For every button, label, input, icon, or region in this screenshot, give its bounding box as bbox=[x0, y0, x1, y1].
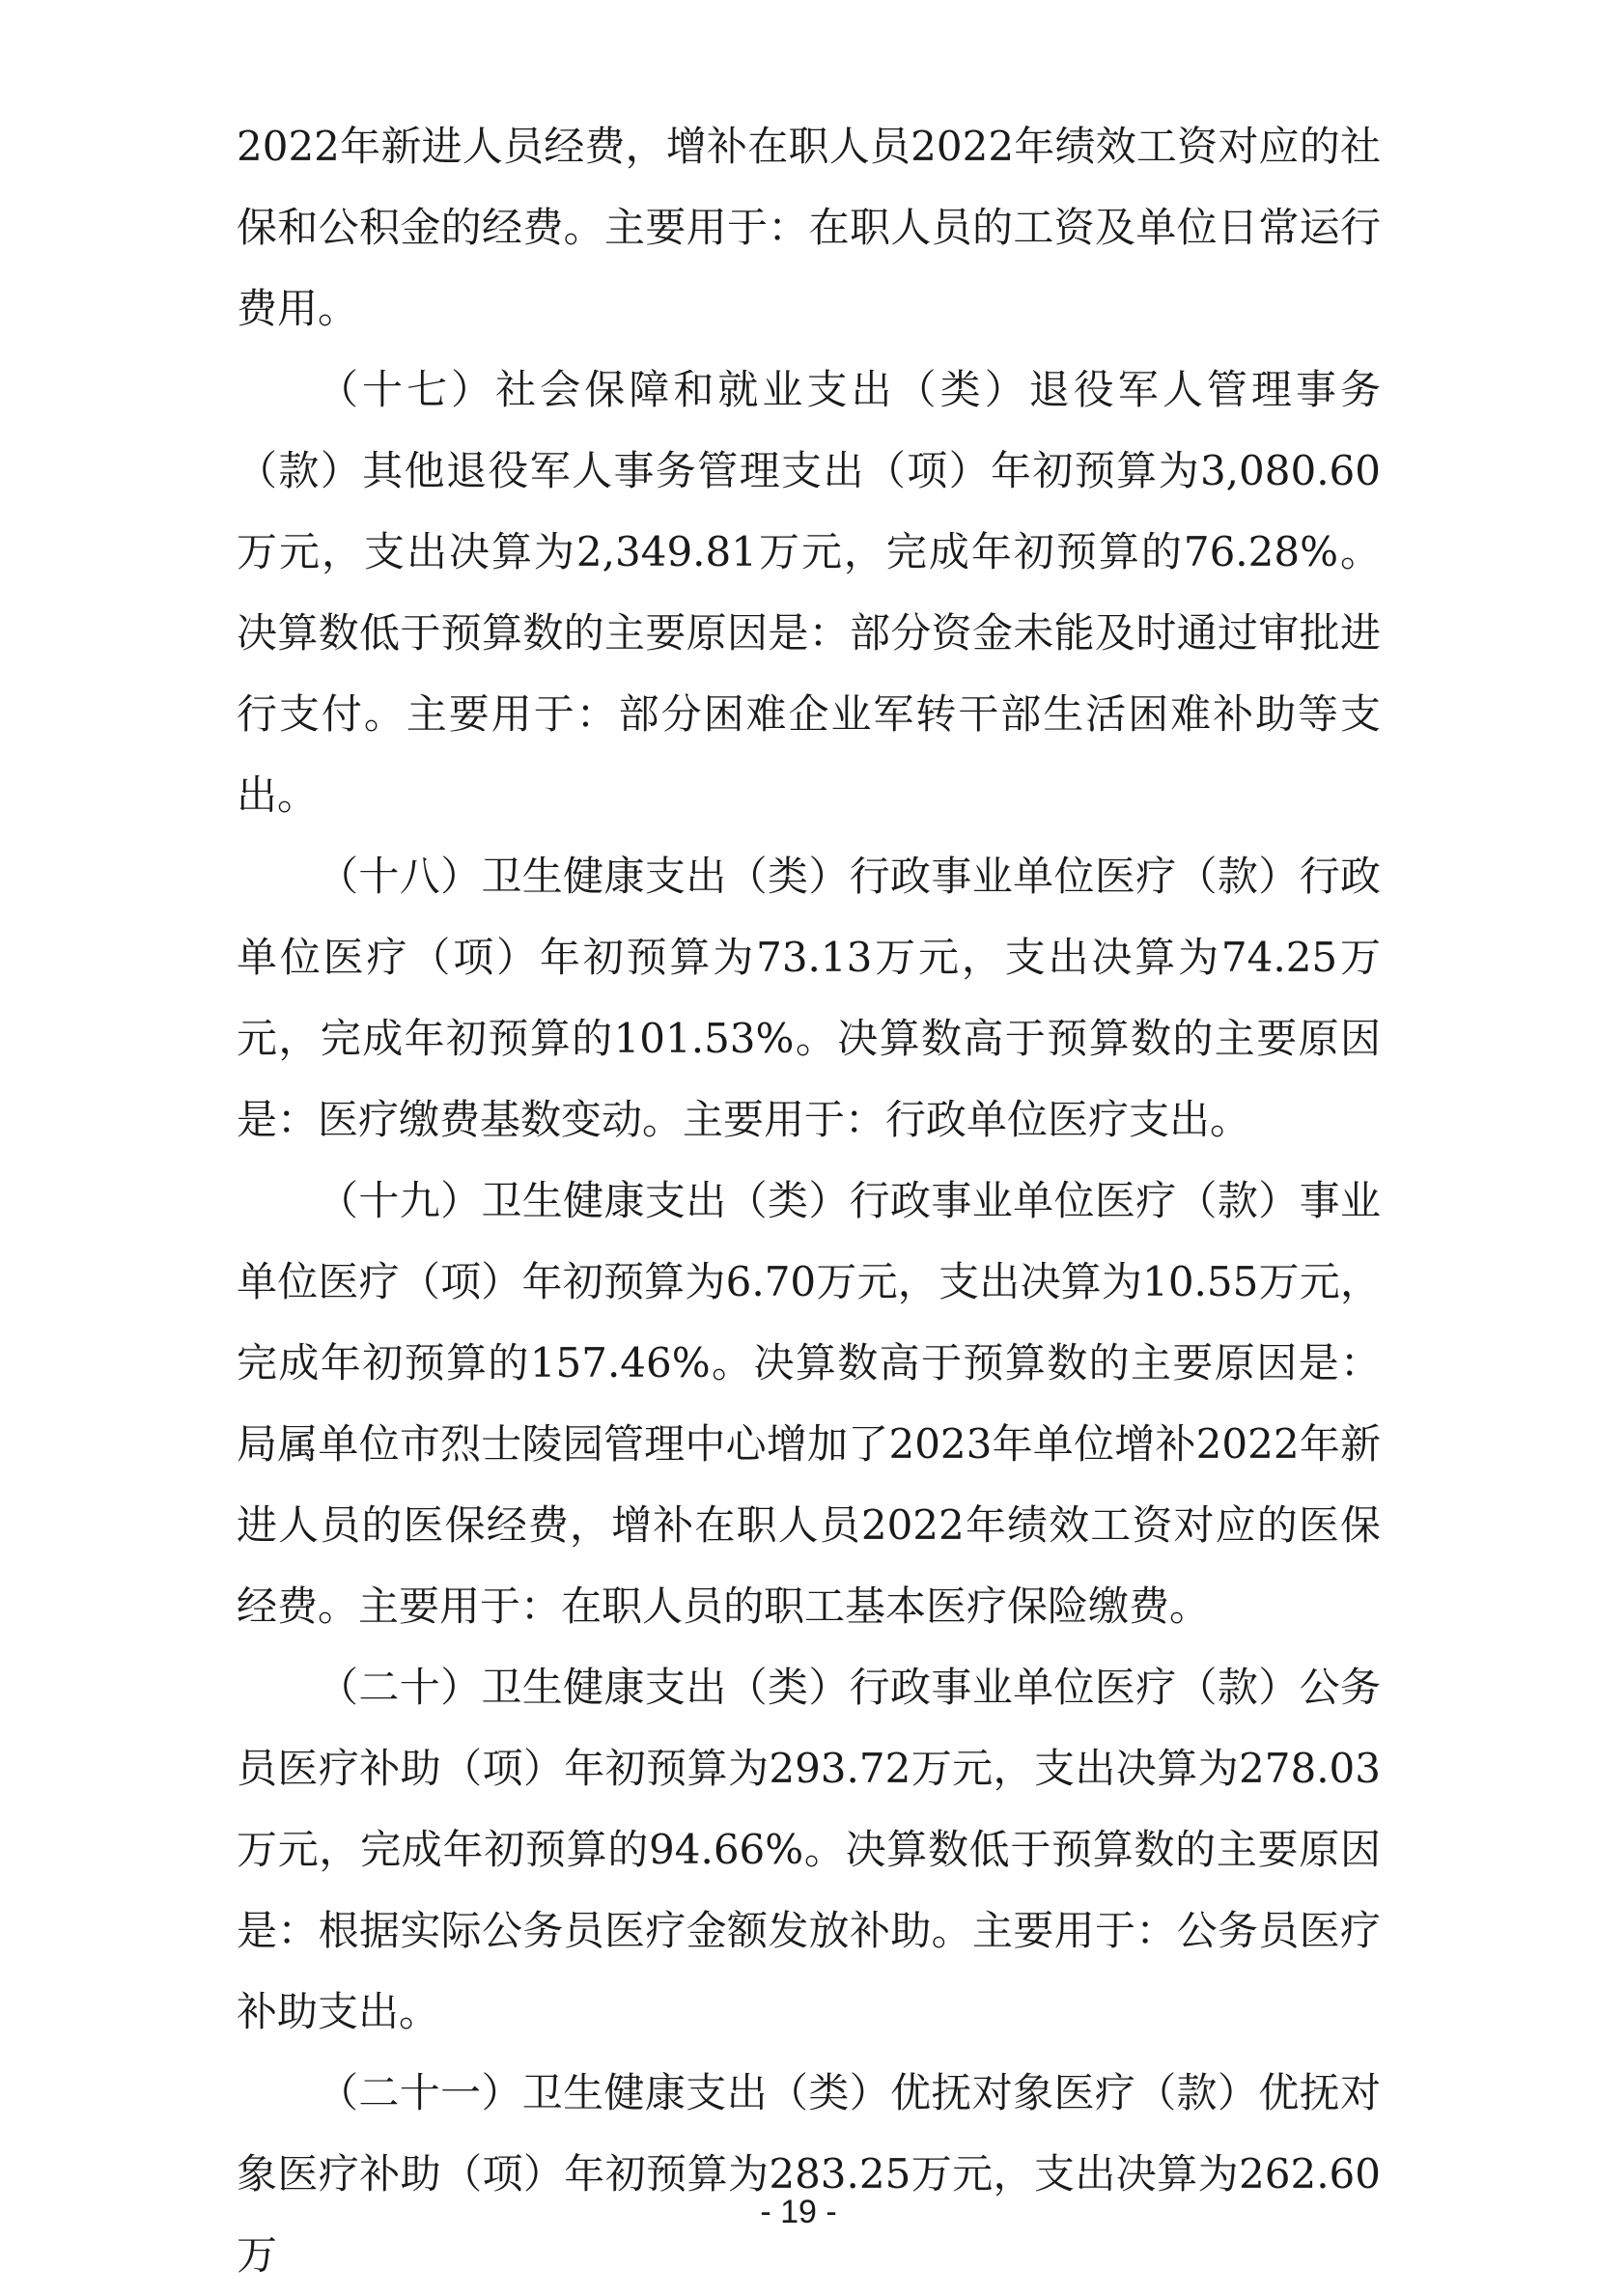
paragraph-item-18: （十八）卫生健康支出（类）行政事业单位医疗（款）行政单位医疗（项）年初预算为73.13万元，支出决算为74.25万元，完成年初预算的101.53%。决算数高于预算数的主要原因是：医疗缴费基数变动。主要用于：行政单位医疗支出。 bbox=[237, 853, 1381, 1143]
paragraph-item-20: （二十）卫生健康支出（类）行政事业单位医疗（款）公务员医疗补助（项）年初预算为293.72万元，支出决算为278.03万元，完成年初预算的94.66%。决算数低于预算数的主要原因是：根据实际公务员医疗金额发放补助。主要用于：公务员医疗补助支出。 bbox=[237, 1664, 1381, 2035]
paragraph-continuation: 2022年新进人员经费，增补在职人员2022年绩效工资对应的社保和公积金的经费。主要用于：在职人员的工资及单位日常运行费用。 bbox=[237, 123, 1381, 332]
document-body bbox=[237, 106, 1381, 2296]
paragraph-item-17: （十七）社会保障和就业支出（类）退役军人管理事务（款）其他退役军人事务管理支出（项）年初预算为3,080.60万元，支出决算为2,349.81万元，完成年初预算的76.28%。决算数低于预算数的主要原因是：部分资金未能及时通过审批进行支付。主要用于：部分困难企业军转干部生活困难补助等支出。 bbox=[237, 366, 1381, 819]
paragraph-item-19: （十九）卫生健康支出（类）行政事业单位医疗（款）事业单位医疗（项）年初预算为6.70万元，支出决算为10.55万元，完成年初预算的157.46%。决算数高于预算数的主要原因是：局属单位市烈士陵园管理中心增加了2023年单位增补2022年新进人员的医保经费，增补在职人员2022年绩效工资对应的医保经费。主要用于：在职人员的职工基本医疗保险缴费。 bbox=[237, 1177, 1381, 1630]
paragraph-item-21: （二十一）卫生健康支出（类）优抚对象医疗（款）优抚对象医疗补助（项）年初预算为283.25万元，支出决算为262.60万 bbox=[237, 2069, 1381, 2279]
page-number: - 19 - bbox=[760, 2194, 837, 2230]
